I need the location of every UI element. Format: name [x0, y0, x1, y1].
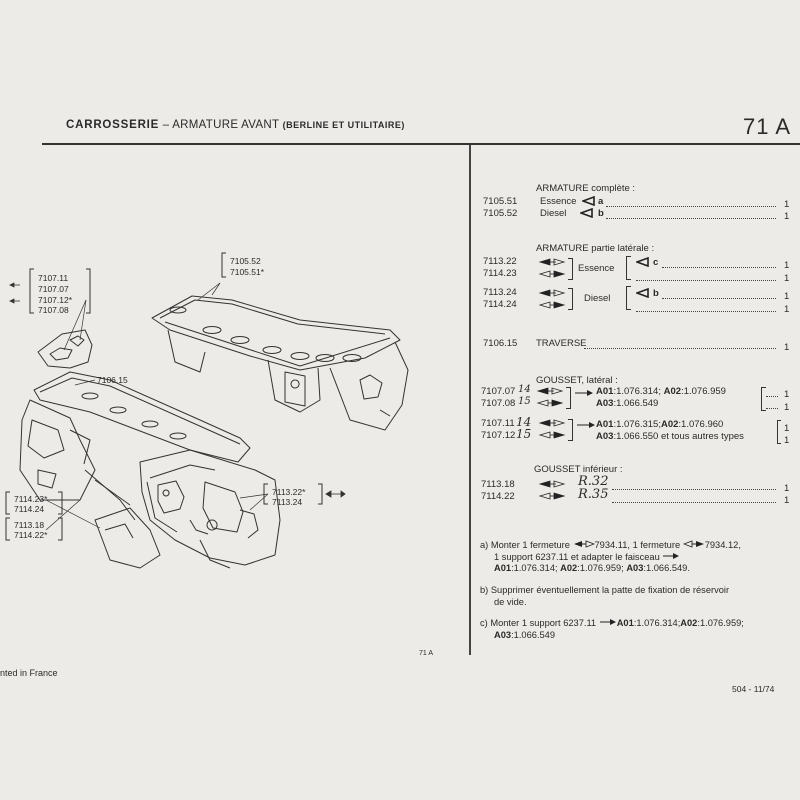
part-ref: 7107.12	[481, 430, 516, 441]
spec-value: :1.076.314;	[633, 618, 681, 628]
diagram-label: 7114.22*	[14, 530, 48, 540]
spec-code: A03	[596, 431, 614, 442]
footer-edition: 504 - 11/74	[732, 684, 775, 694]
spec-code: A01	[616, 618, 634, 628]
dot-leader	[606, 206, 776, 207]
spec-code: A02	[660, 419, 679, 430]
part-code: b	[653, 288, 659, 299]
arrow-right-icon	[662, 552, 680, 560]
part-ref: 7114.23	[483, 268, 517, 279]
triangle-arrow-icon	[636, 288, 650, 298]
spec-value: :1.076.959;	[697, 618, 744, 628]
double-arrow-icons	[538, 479, 568, 503]
spec-value: :1.076.314;	[511, 563, 561, 573]
double-arrow-icons	[536, 386, 566, 410]
handwritten-note: R.32	[578, 474, 609, 489]
bracket	[777, 420, 781, 444]
part-code: a	[598, 196, 604, 207]
part-code: b	[598, 208, 604, 219]
handwritten-note: 14	[518, 384, 531, 395]
part-ref: 7113.18	[481, 479, 515, 490]
arrow-right-icon	[576, 421, 596, 429]
diagram-label: 7105.52	[230, 256, 261, 266]
part-qty: 1	[784, 304, 790, 315]
footer-printed-in: nted in France	[0, 668, 58, 678]
part-ref: 7107.11	[481, 418, 515, 429]
spec-code: A02	[663, 386, 682, 397]
title-paren: (BERLINE ET UTILITAIRE)	[282, 120, 405, 130]
part-ref: 7107.07	[481, 386, 516, 397]
bracket	[568, 419, 573, 441]
spec-code: A02	[560, 563, 578, 573]
diagram-label: 7113.22*	[272, 487, 306, 497]
diagram-label: 7114.23*	[14, 494, 48, 504]
variant-label: Diesel	[584, 293, 611, 304]
part-ref: 7106.15	[483, 338, 518, 349]
dot-leader	[636, 280, 776, 281]
diagram-label: 7107.08	[38, 305, 69, 315]
bracket	[568, 288, 573, 310]
diagram-label: 7107.11	[38, 273, 69, 283]
note-b	[480, 585, 790, 608]
front-frame-diagram	[0, 145, 470, 645]
dot-leader	[612, 489, 776, 490]
part-code: c	[653, 257, 659, 268]
part-qty: 1	[784, 423, 790, 434]
diagram-label: 7107.07	[38, 284, 69, 294]
spec-code: A01	[494, 563, 512, 573]
title-sub: – ARMATURE AVANT	[159, 119, 283, 131]
part-ref: 7113.22	[483, 256, 517, 267]
triangle-arrow-icon	[582, 196, 596, 206]
handwritten-note: 15	[516, 427, 532, 441]
variant-label: Essence	[578, 263, 615, 274]
part-ref: 7114.22	[481, 491, 515, 502]
spec-code: A03	[626, 563, 644, 573]
spec-code: A02	[680, 618, 698, 628]
spec-value: :1.076.959	[681, 386, 726, 397]
spec-code: A01	[596, 419, 614, 430]
section-heading: ARMATURE partie latérale :	[536, 243, 655, 254]
dot-leader	[662, 298, 776, 299]
part-ref: 7105.51	[483, 196, 518, 207]
double-arrow-icon	[573, 540, 595, 548]
part-qty: 1	[784, 199, 790, 210]
part-qty: 1	[784, 211, 790, 222]
part-qty: 1	[784, 273, 790, 284]
diagram-label: 7106.15	[97, 375, 128, 385]
spec-value: :1.066.549.	[643, 563, 690, 573]
dot-leader	[662, 267, 776, 268]
part-ref: 7114.24	[483, 299, 517, 310]
diagram-label: 7107.12*	[38, 295, 73, 305]
spec-value: :1.066.549	[613, 398, 659, 409]
spec-value: :1.076.315;	[613, 419, 661, 430]
dot-leader	[584, 348, 776, 349]
dot-leader	[766, 396, 778, 397]
note-text: b) Supprimer éventuellement la patte de fixation de réservoir	[480, 585, 730, 595]
part-label: Diesel	[540, 208, 567, 219]
bracket	[626, 286, 631, 310]
note-text: a) Monter 1 fermeture	[480, 540, 570, 550]
dot-leader	[612, 502, 776, 503]
part-ref: 7107.08	[481, 398, 516, 409]
note-text: c) Monter 1 support 6237.11	[480, 618, 597, 628]
dot-leader	[766, 408, 778, 409]
diagram-label: 7105.51*	[230, 267, 265, 277]
arrow-right-icon	[574, 389, 594, 397]
double-arrow-icons	[538, 256, 568, 316]
handwritten-note: 15	[518, 396, 531, 407]
section-heading: GOUSSET inférieur :	[534, 464, 623, 475]
note-a	[480, 540, 790, 575]
double-arrow-icon	[683, 540, 705, 548]
note-text: de vide.	[494, 596, 527, 607]
triangle-arrow-icon	[580, 208, 594, 218]
double-arrow-icons	[538, 418, 568, 442]
footer-page-code: 71 A	[419, 650, 434, 657]
note-text: 7934.12,	[704, 540, 741, 550]
spec-code: A01	[596, 386, 614, 397]
note-text: 1 support 6237.11 et adapter le faisceau	[494, 551, 660, 562]
section-heading: GOUSSET, latéral :	[536, 375, 618, 386]
dot-leader	[636, 311, 776, 312]
note-c	[480, 618, 790, 641]
spec-value: :1.076.314;	[613, 386, 664, 397]
diagram-label: 7114.24	[14, 504, 45, 514]
bracket	[566, 387, 571, 409]
note-text: 7934.11, 1 fermeture	[594, 540, 681, 550]
part-qty: 1	[784, 435, 790, 446]
part-qty: 1	[784, 260, 790, 271]
part-qty: 1	[784, 291, 790, 302]
spec-value: :1.066.550 et tous autres types	[613, 431, 744, 442]
page-code: 71 A	[743, 114, 792, 139]
spec-code: A03	[494, 629, 512, 640]
part-qty: 1	[784, 483, 790, 494]
part-ref: 7105.52	[483, 208, 518, 219]
handwritten-note: 14	[516, 415, 532, 429]
part-qty: 1	[784, 342, 790, 353]
title-main: CARROSSERIE	[66, 119, 160, 131]
part-qty: 1	[784, 389, 790, 400]
triangle-arrow-icon	[636, 257, 650, 267]
dot-leader	[606, 218, 776, 219]
spec-value: :1.076.960	[678, 419, 724, 430]
handwritten-note: R.35	[578, 487, 609, 502]
part-label: Essence	[540, 196, 577, 207]
spec-value: :1.066.549	[511, 629, 556, 640]
part-label: TRAVERSE	[536, 338, 587, 349]
bracket	[626, 256, 631, 280]
diagram-label: 7113.18	[14, 520, 45, 530]
section-heading: ARMATURE complète :	[536, 183, 636, 194]
part-ref: 7113.24	[483, 287, 517, 298]
spec-value: :1.076.959;	[577, 563, 627, 573]
arrow-right-icon	[599, 618, 617, 626]
part-qty: 1	[784, 402, 790, 413]
diagram-label: 7113.24	[272, 497, 303, 507]
part-qty: 1	[784, 495, 790, 506]
spec-code: A03	[596, 398, 614, 409]
page-title	[66, 119, 405, 131]
bracket	[568, 258, 573, 280]
